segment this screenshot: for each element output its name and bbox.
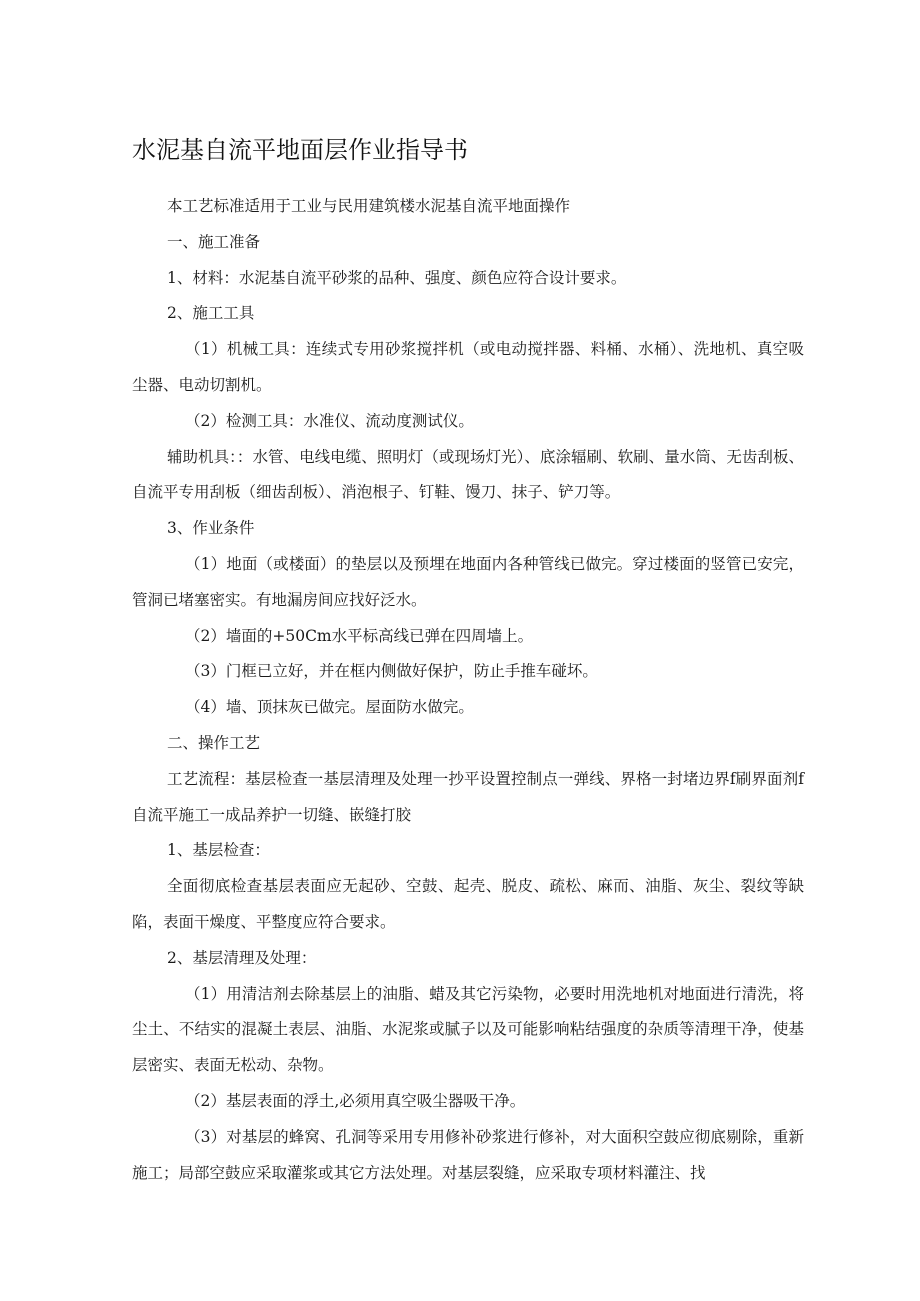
document-paragraph: （2）墙面的+50Cm水平标高线已弹在四周墙上。 xyxy=(185,626,534,645)
document-paragraph: （3）门框已立好，并在框内侧做好保护，防止手推车碰坏。 xyxy=(185,662,598,681)
document-paragraph: 辅助机具：：水管、电线电缆、照明灯（或现场灯光）、底涂辐刷、软刷、量水筒、无齿刮板、自流平专用刮板（细齿刮板）、消泡根子、钉鞋、馒刀、抹子、铲刀等。 xyxy=(132,447,804,502)
document-paragraph: （4）墙、顶抹灰已做完。屋面防水做完。 xyxy=(185,698,474,717)
document-title: 水泥基自流平地面层作业指导书 xyxy=(132,136,468,164)
document-paragraph: （1）地面（或楼面）的垫层以及预埋在地面内各种管线已做完。穿过楼面的竖管已安完，管洞已堵塞密实。有地漏房间应找好泛水。 xyxy=(132,554,804,609)
document-paragraph: （3）对基层的蜂窝、孔洞等采用专用修补砂浆进行修补，对大面积空鼓应彻底剔除，重新施工；局部空鼓应采取灌浆或其它方法处理。对基层裂缝，应采取专项材料灌注、找 xyxy=(132,1127,804,1182)
document-paragraph: 全面彻底检查基层表面应无起砂、空鼓、起壳、脱皮、疏松、麻而、油脂、灰尘、裂纹等缺陷，表面干燥度、平整度应符合要求。 xyxy=(132,877,804,931)
document-paragraph: 2、施工工具 xyxy=(167,304,255,323)
document-paragraph: 2、基层清理及处理： xyxy=(167,948,317,967)
document-paragraph: 3、作业条件 xyxy=(167,519,255,538)
document-paragraph: 一、施工准备 xyxy=(167,232,261,251)
document-paragraph: （2）基层表面的浮土,必须用真空吸尘器吸干净。 xyxy=(185,1091,526,1110)
document-paragraph: 二、操作工艺 xyxy=(167,733,261,752)
document-paragraph: 1、基层检查： xyxy=(167,841,270,860)
document-paragraph: 工艺流程：基层检查一基层清理及处理一抄平设置控制点一弹线、界格一封堵边界f刷界面剂f自流平施工一成品养护一切缝、嵌缝打胶 xyxy=(132,769,804,824)
document-paragraph: （1）机械工具：连续式专用砂浆搅拌机（或电动搅拌器、料桶、水桶）、洗地机、真空吸尘器、电动切割机。 xyxy=(132,340,804,394)
document-body xyxy=(132,189,804,1191)
document-paragraph: （1）用清洁剂去除基层上的油脂、蜡及其它污染物，必要时用洗地机对地面进行清洗，将尘土、不结实的混凝土表层、油脂、水泥浆或腻子以及可能影响粘结强度的杂质等清理干净，使基层密实、表面无松动、杂物。 xyxy=(132,984,804,1075)
document-paragraph: 1、材料：水泥基自流平砂浆的品种、强度、颜色应符合设计要求。 xyxy=(167,268,627,287)
document-paragraph: （2）检测工具：水准仪、流动度测试仪。 xyxy=(185,411,474,430)
document-paragraph: 本工艺标准适用于工业与民用建筑楼水泥基自流平地面操作 xyxy=(167,197,571,215)
